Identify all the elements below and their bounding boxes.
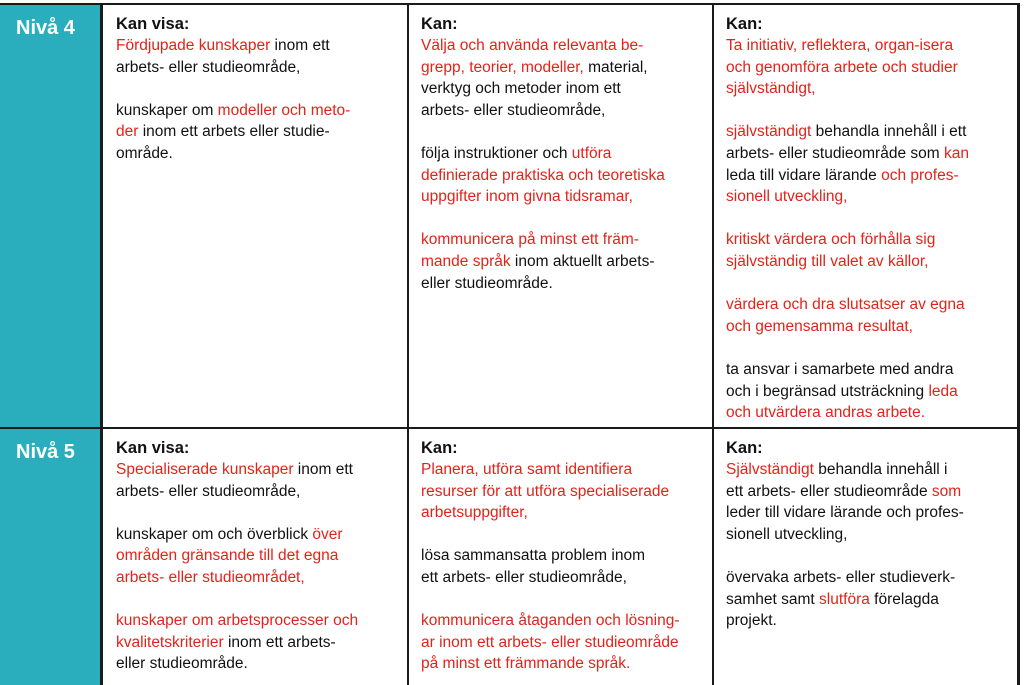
cell-heading: Kan: [421,15,458,33]
highlighted-text: mande språk [421,252,511,270]
highlighted-text: definierade praktiska och teoretiska [421,166,665,184]
highlighted-text: Välja och använda relevanta be- [421,37,644,54]
highlighted-text: kan [943,144,969,162]
cell-paragraph [726,359,1007,424]
body-text: förelagda [869,590,939,608]
highlighted-text: ar inom ett arbets- eller studieområde [421,633,679,651]
cell-paragraph [726,567,1007,632]
highlighted-text: kvalitetskriterier [116,633,224,651]
highlighted-text: Specialiserade kunskaper [116,461,294,478]
body-text: ett arbets- eller studieområde, [421,568,627,586]
cell-paragraph [421,143,702,208]
cell-body [421,459,702,675]
cell-paragraph [421,229,702,294]
cell-paragraph [726,229,1007,272]
highlighted-text: områden gränsande till det egna [116,547,339,565]
cell-paragraph [726,121,1007,207]
highlighted-text: Fördjupade kunskaper [116,37,271,54]
cell-paragraph [421,459,702,524]
highlighted-text: uppgifter inom givna tidsramar, [421,188,633,206]
level-label: Nivå 5 [0,429,103,685]
body-text: leda till vidare lärande [726,166,882,184]
body-text: inom ett [293,461,353,478]
highlighted-text: slutföra [819,590,870,608]
body-text: samhet samt [726,590,820,608]
body-text: sionell utveckling, [726,525,848,543]
highlighted-text: självständig till valet av källor, [726,252,929,270]
body-text: område. [116,144,173,162]
cell-paragraph [116,100,397,165]
cell-paragraph [421,545,702,588]
highlighted-text: modeller och meto- [217,101,351,119]
highlighted-text: värdera och dra slutsatser av egna [726,296,965,314]
highlighted-text: över [312,525,343,543]
body-text: ett arbets- eller studieområde [726,482,932,500]
highlighted-text: kommunicera på minst ett främ- [421,231,639,249]
body-text: eller studieområde. [421,274,553,292]
highlighted-text: sionell utveckling, [726,188,848,206]
highlighted-text: grepp, teorier, modeller, [421,58,584,76]
body-text: ta ansvar i samarbete med andra [726,360,954,378]
cell-paragraph [726,35,1007,100]
body-text: och i begränsad utsträckning [726,382,929,400]
body-text: arbets- eller studieområde, [116,58,301,76]
body-text: behandla innehåll i ett [811,123,967,141]
level-row [0,5,1020,429]
body-text: inom ett [270,37,330,54]
skills-cell [409,5,714,427]
highlighted-text: der [116,123,139,141]
competence-cell [714,429,1020,685]
cell-heading: Kan: [726,15,763,33]
body-text: inom ett arbets eller studie- [138,123,330,141]
body-text: lösa sammansatta problem inom [421,547,645,565]
highlighted-text: kritiskt värdera och förhålla sig [726,231,936,249]
body-text: leder till vidare lärande och profes- [726,504,964,522]
highlighted-text: och profes- [881,166,959,184]
highlighted-text: utföra [571,144,612,162]
body-text: arbets- eller studieområde, [421,101,606,119]
highlighted-text: och gemensamma resultat, [726,317,913,335]
body-text: kunskaper om [116,101,218,119]
cell-body [116,459,397,675]
knowledge-cell [103,5,409,427]
highlighted-text: arbets- eller studieområdet, [116,568,305,586]
highlighted-text: kunskaper om arbetsprocesser och [116,612,359,630]
highlighted-text: arbetsuppgifter, [421,504,528,522]
cell-body [421,35,702,294]
cell-paragraph [116,610,397,675]
body-text: projekt. [726,612,777,630]
cell-paragraph [726,294,1007,337]
highlighted-text: självständigt, [726,80,816,98]
knowledge-cell [103,429,409,685]
cell-heading: Kan visa: [116,15,190,33]
cell-heading: Kan: [421,439,458,457]
body-text: material, [583,58,648,76]
cell-body [726,35,1007,424]
cell-paragraph [421,610,702,675]
competence-cell [714,5,1020,427]
highlighted-text: kommunicera åtaganden och lösning- [421,612,680,630]
body-text: verktyg och metoder inom ett [421,80,621,98]
body-text: inom aktuellt arbets- [510,252,655,270]
body-text: behandla innehåll i [813,461,948,478]
body-text: arbets- eller studieområde, [116,482,301,500]
highlighted-text: leda [928,382,958,400]
body-text: övervaka arbets- eller studieverk- [726,568,956,586]
cell-heading: Kan: [726,439,763,457]
skills-cell [409,429,714,685]
highlighted-text: och genomföra arbete och studier [726,58,958,76]
body-text: eller studieområde. [116,655,248,673]
cell-heading: Kan visa: [116,439,190,457]
highlighted-text: och utvärdera andras arbete. [726,404,926,422]
body-text: arbets- eller studieområde som [726,144,944,162]
qualification-levels-table [0,3,1020,685]
cell-paragraph [116,35,397,78]
highlighted-text: på minst ett främmande språk. [421,655,631,673]
highlighted-text: resurser för att utföra specialiserade [421,482,670,500]
highlighted-text: Planera, utföra samt identifiera [421,461,633,478]
cell-paragraph [421,35,702,121]
cell-paragraph [116,459,397,502]
cell-body [116,35,397,165]
cell-paragraph [726,459,1007,545]
cell-body [726,459,1007,632]
highlighted-text: Självständigt [726,461,814,478]
highlighted-text: Ta initiativ, reflektera, organ-isera [726,37,954,54]
level-row [0,429,1020,685]
level-label: Nivå 4 [0,5,103,427]
highlighted-text: självständigt [726,123,812,141]
highlighted-text: som [931,482,962,500]
body-text: följa instruktioner och [421,144,572,162]
body-text: kunskaper om och överblick [116,525,313,543]
body-text: inom ett arbets- [223,633,336,651]
cell-paragraph [116,524,397,589]
